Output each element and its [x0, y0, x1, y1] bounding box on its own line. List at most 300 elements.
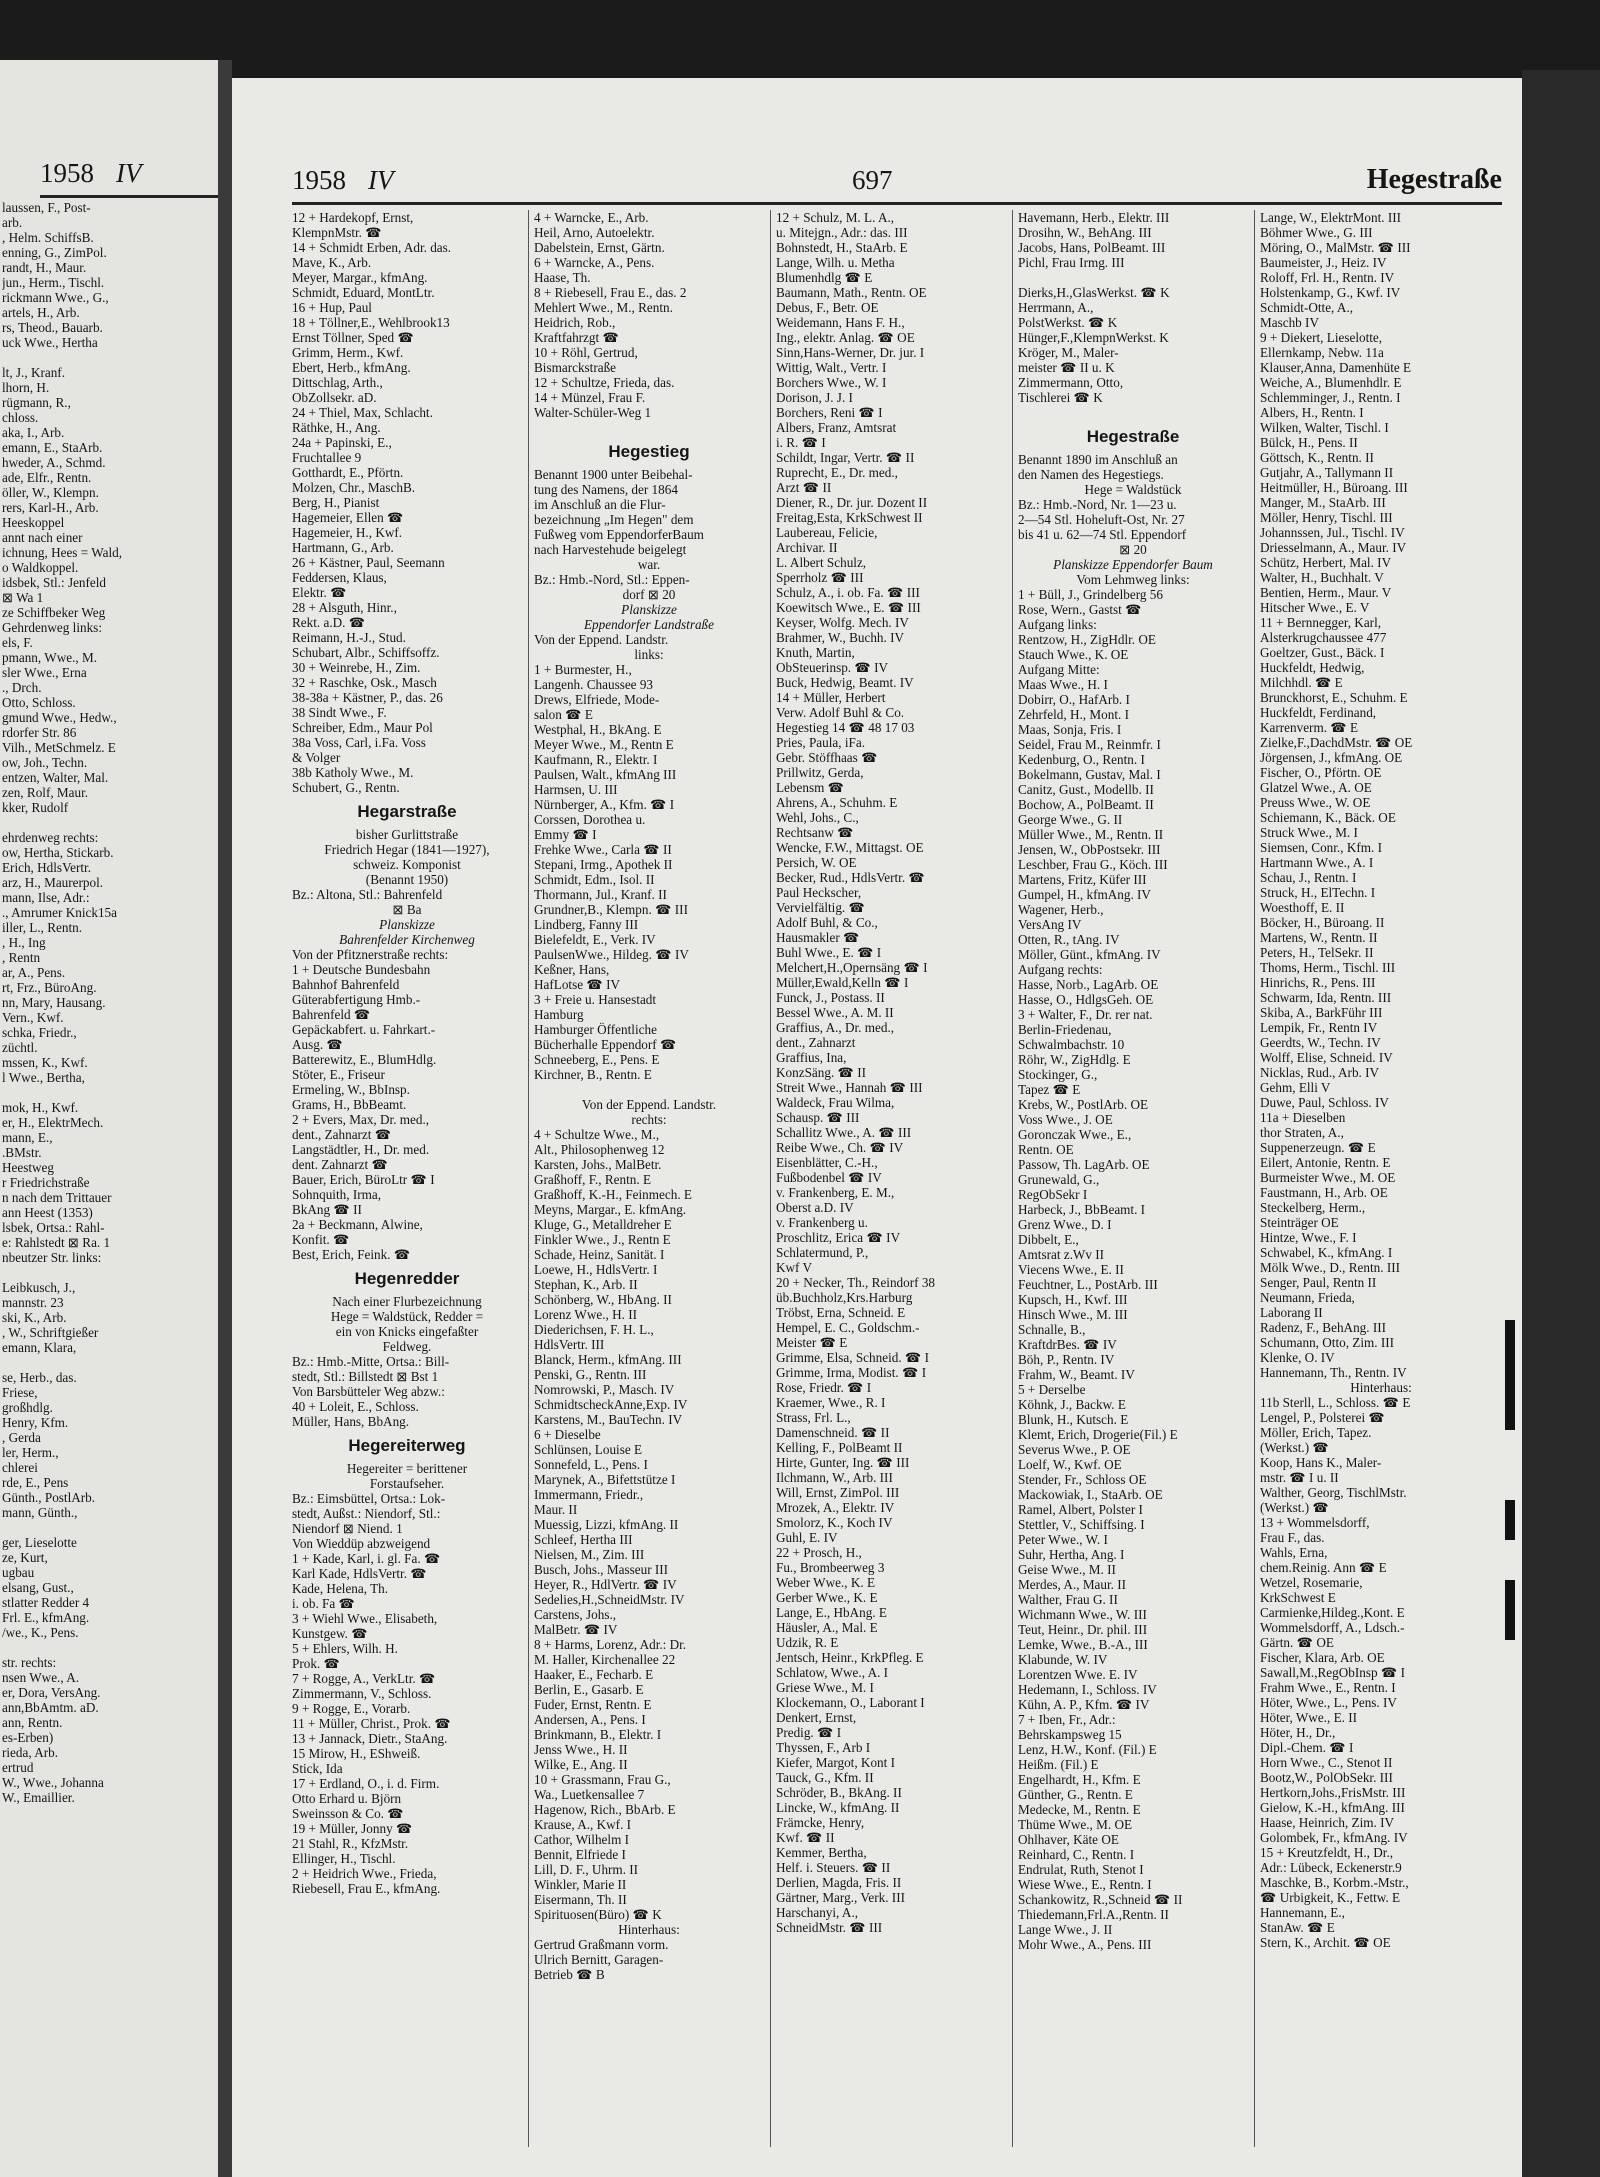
directory-entry-line: stedt, Außst.: Niendorf, Stl.:: [292, 1506, 441, 1521]
directory-entry-line: rt, Frz., BüroAng.: [2, 980, 97, 995]
directory-entry-line: Weber Wwe., K. E: [776, 1575, 876, 1590]
directory-entry-line: Drosihn, W., BehAng. III: [1018, 225, 1152, 240]
directory-entry-line: Sweinsson & Co. ☎: [292, 1806, 404, 1821]
directory-entry-line: Kaufmann, R., Elektr. I: [534, 752, 658, 767]
directory-entry-line: Schubart, Albr., Schiffsoffz.: [292, 645, 440, 660]
directory-entry-line: dent., Zahnarzt: [776, 1035, 856, 1050]
directory-entry-line: Maas Wwe., H. I: [1018, 677, 1108, 692]
directory-entry-line: Möring, O., MalMstr. ☎ III: [1260, 240, 1411, 255]
directory-entry-line: Elektr. ☎: [292, 585, 347, 600]
directory-entry-line: Rechtsanw ☎: [776, 825, 854, 840]
directory-entry-line: Fischer, O., Pförtn. OE: [1260, 765, 1382, 780]
left-page-header: [40, 158, 218, 198]
directory-entry-line: chlerei: [2, 1460, 38, 1475]
directory-entry-line: n nach dem Trittauer: [2, 1190, 112, 1205]
directory-entry-line: Schütz, Herbert, Mal. IV: [1260, 555, 1392, 570]
directory-entry-line: Günther, G., Rentn. E: [1018, 1787, 1133, 1802]
directory-entry-line: Grunewald, G.,: [1018, 1172, 1100, 1187]
directory-entry-line: Möller, Günt., kfmAng. IV: [1018, 947, 1161, 962]
directory-entry-line: Proschlitz, Erica ☎ IV: [776, 1230, 901, 1245]
directory-entry-line: Hannemann, Th., Rentn. IV: [1260, 1365, 1407, 1380]
directory-entry-line: 24 + Thiel, Max, Schlacht.: [292, 405, 433, 420]
directory-entry-line: Amtsrat z.Wv II: [1018, 1247, 1105, 1262]
directory-entry-line: Griese Wwe., M. I: [776, 1680, 874, 1695]
directory-entry-line: Leibkusch, J.,: [2, 1280, 76, 1295]
directory-entry-line: Adolf Buhl, & Co.,: [776, 915, 878, 930]
directory-entry-line: Hertkorn,Johs.,FrisMstr. III: [1260, 1785, 1406, 1800]
directory-entry-line: Schulz, A., i. ob. Fa. ☎ III: [776, 585, 920, 600]
directory-entry-line: ler, Herm.,: [2, 1445, 59, 1460]
street-note-line: ⊠ Ba: [392, 902, 422, 917]
directory-entry-line: schka, Friedr.,: [2, 1025, 77, 1040]
directory-entry-line: Gärtner, Marg., Verk. III: [776, 1890, 905, 1905]
directory-entry-line: Peters, H., TelSekr. II: [1260, 945, 1374, 960]
directory-entry-line: Bentien, Herm., Maur. V: [1260, 585, 1392, 600]
directory-entry-line: Pichl, Frau Irmg. III: [1018, 255, 1125, 270]
directory-entry-line: Müller, Hans, BbAng.: [292, 1414, 410, 1429]
directory-entry-line: ann, Rentn.: [2, 1715, 63, 1730]
street-note-line: war.: [637, 557, 661, 572]
directory-entry-line: tung des Namens, der 1864: [534, 482, 678, 497]
directory-entry-line: Karrenverm. ☎ E: [1260, 720, 1359, 735]
directory-entry-line: i. R. ☎ I: [776, 435, 826, 450]
page-edge-shadow: [1522, 70, 1600, 2177]
directory-entry-line: Möller, Henry, Tischl. III: [1260, 510, 1393, 525]
directory-entry-line: Ruprecht, E., Dr. med.,: [776, 465, 898, 480]
street-note-line: Forstaufseher.: [369, 1476, 445, 1491]
directory-entry-line: mannstr. 23: [2, 1295, 64, 1310]
book-gutter: [218, 60, 232, 2177]
directory-entry-line: Heeskoppel: [2, 515, 65, 530]
directory-entry-line: ze Schiffbeker Weg: [2, 605, 106, 620]
directory-entry-line: Siemsen, Conr., Kfm. I: [1260, 840, 1382, 855]
directory-entry-line: KraftdrBes. ☎ IV: [1018, 1337, 1117, 1352]
directory-entry-line: Knuth, Martin,: [776, 645, 855, 660]
directory-entry-line: Kühn, A. P., Kfm. ☎ IV: [1018, 1697, 1150, 1712]
directory-entry-line: Ohlhaver, Käte OE: [1018, 1832, 1119, 1847]
directory-entry-line: Mehlert Wwe., M., Rentn.: [534, 300, 673, 315]
directory-entry-line: Derlien, Magda, Fris. II: [776, 1875, 902, 1890]
directory-entry-line: 4 + Schultze Wwe., M.,: [534, 1127, 660, 1142]
directory-column-2: [534, 210, 764, 1982]
directory-entry-line: Hartmann, G., Arb.: [292, 540, 394, 555]
directory-entry-line: Främcke, Henry,: [776, 1815, 865, 1830]
directory-entry-line: Ellernkamp, Nebw. 11a: [1260, 345, 1384, 360]
directory-entry-line: Höter, Wwe., L., Pens. IV: [1260, 1695, 1397, 1710]
directory-entry-line: Graßhoff, K.-H., Feinmech. E: [534, 1187, 692, 1202]
directory-entry-line: HdlsVertr. III: [534, 1337, 605, 1352]
directory-entry-line: Meyer Wwe., M., Rentn E: [534, 737, 674, 752]
directory-entry-line: Alsterkrugchaussee 477: [1260, 630, 1387, 645]
directory-entry-line: str. rechts:: [2, 1655, 57, 1670]
directory-entry-line: 14 + Müller, Herbert: [776, 690, 886, 705]
page-header-year-volume: [292, 165, 393, 196]
directory-entry-line: Maschke, B., Korbm.-Mstr.,: [1260, 1875, 1409, 1890]
directory-entry-line: Bokelmann, Gustav, Mal. I: [1018, 767, 1161, 782]
directory-entry-line: Laubereau, Felicie,: [776, 525, 878, 540]
directory-entry-line: Udzik, R. E: [776, 1635, 839, 1650]
directory-entry-line: Ebert, Herb., kfmAng.: [292, 360, 411, 375]
directory-entry-line: VersAng IV: [1018, 917, 1082, 932]
directory-entry-line: Otto Erhard u. Björn: [292, 1791, 402, 1806]
directory-entry-line: Rentzow, H., ZigHdlr. OE: [1018, 632, 1156, 647]
directory-entry-line: Steinträger OE: [1260, 1215, 1339, 1230]
directory-entry-line: 38b Katholy Wwe., M.: [292, 765, 414, 780]
directory-entry-line: Kade, Helena, Th.: [292, 1581, 389, 1596]
directory-entry-line: enning, G., ZimPol.: [2, 245, 107, 260]
directory-entry-line: meister ☎ II u. K: [1018, 360, 1115, 375]
directory-entry-line: u. Mitejgn., Adr.: das. III: [776, 225, 908, 240]
directory-entry-line: Schlatermund, P.,: [776, 1245, 869, 1260]
directory-entry-line: , Rentn: [2, 950, 41, 965]
directory-entry-line: 8 + Harms, Lorenz, Adr.: Dr.: [534, 1637, 687, 1652]
directory-entry-line: idsbek, Stl.: Jenfeld: [2, 575, 107, 590]
directory-entry-line: Klabunde, W. IV: [1018, 1652, 1108, 1667]
directory-entry-line: Klemt, Erich, Drogerie(Fil.) E: [1018, 1427, 1178, 1442]
directory-entry-line: Feuchtner, L., PostArb. III: [1018, 1277, 1158, 1292]
directory-entry-line: annt nach einer: [2, 530, 83, 545]
column-divider: [528, 210, 529, 2147]
directory-entry-line: Roloff, Frl. H., Rentn. IV: [1260, 270, 1395, 285]
directory-entry-line: , Gerda: [2, 1430, 41, 1445]
directory-entry-line: Sonnefeld, L., Pens. I: [534, 1457, 648, 1472]
directory-entry-line: lsbek, Ortsa.: Rahl-: [2, 1220, 105, 1235]
directory-entry-line: 40 + Loleit, E., Schloss.: [292, 1399, 419, 1414]
directory-entry-line: dent., Zahnarzt ☎: [292, 1127, 392, 1142]
directory-entry-line: Schönberg, W., HbAng. II: [534, 1292, 672, 1307]
directory-entry-line: Funck, J., Postass. II: [776, 990, 885, 1005]
directory-entry-line: Stöter, E., Friseur: [292, 1067, 385, 1082]
directory-entry-line: Schreiber, Edm., Maur Pol: [292, 720, 433, 735]
directory-entry-line: Rose, Friedr. ☎ I: [776, 1380, 872, 1395]
directory-entry-line: 14 + Schmidt Erben, Adr. das.: [292, 240, 452, 255]
directory-entry-line: Damenschneid. ☎ II: [776, 1425, 890, 1440]
directory-entry-line: Karstens, M., BauTechn. IV: [534, 1412, 683, 1427]
directory-entry-line: thor Straten, A.,: [1260, 1125, 1344, 1140]
directory-entry-line: Vilh., MetSchmelz. E: [2, 740, 116, 755]
directory-entry-line: 20 + Necker, Th., Reindorf 38: [776, 1275, 936, 1290]
directory-entry-line: 22 + Prosch, H.,: [776, 1545, 862, 1560]
directory-entry-line: Milchhdl. ☎ E: [1260, 675, 1343, 690]
directory-entry-line: Huckfeldt, Ferdinand,: [1260, 705, 1377, 720]
directory-entry-line: SchmidtscheckAnne,Exp. IV: [534, 1397, 688, 1412]
directory-entry-line: MalBetr. ☎ IV: [534, 1622, 618, 1637]
directory-entry-line: Grundner,B., Klempn. ☎ III: [534, 902, 688, 917]
directory-entry-line: 1 + Burmester, H.,: [534, 662, 632, 677]
directory-entry-line: Berlin, E., Gasarb. E: [534, 1682, 644, 1697]
directory-entry-line: 9 + Rogge, E., Vorarb.: [292, 1701, 411, 1716]
directory-entry-line: Meister ☎ E: [776, 1335, 848, 1350]
directory-entry-line: lhorn, H.: [2, 380, 50, 395]
directory-entry-line: Frahm, W., Beamt. IV: [1018, 1367, 1135, 1382]
directory-entry-line: Stern, K., Archit. ☎ OE: [1260, 1935, 1391, 1950]
directory-entry-line: Muessig, Lizzi, kfmAng. II: [534, 1517, 679, 1532]
directory-entry-line: Jentsch, Heinr., KrkPfleg. E: [776, 1650, 924, 1665]
directory-entry-line: Kirchner, B., Rentn. E: [534, 1067, 652, 1082]
directory-entry-line: Penski, G., Rentn. III: [534, 1367, 647, 1382]
directory-entry-line: Bz.: Hmb.-Nord, Nr. 1—23 u.: [1018, 497, 1177, 512]
directory-entry-line: ertrud: [2, 1760, 34, 1775]
directory-entry-line: Gärtn. ☎ OE: [1260, 1635, 1334, 1650]
directory-entry-line: Tapez ☎ E: [1018, 1082, 1081, 1097]
directory-entry-line: Bz.: Hmb.-Nord, Stl.: Eppen-: [534, 572, 690, 587]
directory-entry-line: Drews, Elfriede, Mode-: [534, 692, 660, 707]
street-note-line: Hinterhaus:: [618, 1922, 680, 1937]
directory-entry-line: Tauck, G., Kfm. II: [776, 1770, 874, 1785]
directory-entry-line: Kwf V: [776, 1260, 813, 1275]
directory-entry-line: rickmann Wwe., G.,: [2, 290, 109, 305]
directory-entry-line: chloss.: [2, 410, 39, 425]
directory-entry-line: Höter, Wwe., E. II: [1260, 1710, 1357, 1725]
directory-entry-line: W., Wwe., Johanna: [2, 1775, 104, 1790]
directory-entry-line: Grams, H., BbBeamt.: [292, 1097, 407, 1112]
directory-entry-line: Fischer, Klara, Arb. OE: [1260, 1650, 1385, 1665]
directory-entry-line: Westphal, H., BkAng. E: [534, 722, 662, 737]
directory-entry-line: Schade, Heinz, Sanität. I: [534, 1247, 665, 1262]
directory-entry-line: Verw. Adolf Buhl & Co.: [776, 705, 905, 720]
directory-entry-line: Viecens Wwe., E. II: [1018, 1262, 1124, 1277]
directory-entry-line: Hausmakler ☎: [776, 930, 860, 945]
blank-line: [2, 350, 216, 365]
directory-entry-line: Wehl, Johs., C.,: [776, 810, 859, 825]
directory-entry-line: Herrmann, A.,: [1018, 300, 1094, 315]
directory-entry-line: stedt, Stl.: Billstedt ⊠ Bst 1: [292, 1369, 439, 1384]
directory-entry-line: Behrskampsweg 15: [1018, 1727, 1122, 1742]
directory-entry-line: ade, Elfr., Rentn.: [2, 470, 92, 485]
directory-entry-line: Hirte, Gunter, Ing. ☎ III: [776, 1455, 910, 1470]
directory-entry-line: Buck, Hedwig, Beamt. IV: [776, 675, 914, 690]
directory-entry-line: Sawall,M.,RegObInsp ☎ I: [1260, 1665, 1405, 1680]
left-page-volume: IV: [116, 158, 142, 188]
directory-entry-line: Dobirr, O., HafArb. I: [1018, 692, 1130, 707]
directory-entry-line: Stettler, V., Schiffsing. I: [1018, 1517, 1145, 1532]
directory-entry-line: Eilert, Antonie, Rentn. E: [1260, 1155, 1391, 1170]
directory-entry-line: Seidel, Frau M., Reinmfr. I: [1018, 737, 1161, 752]
directory-page: [232, 78, 1522, 2177]
directory-entry-line: Paulsen, Walt., kfmAng III: [534, 767, 677, 782]
directory-entry-line: Möller, Erich, Tapez.: [1260, 1425, 1372, 1440]
directory-entry-line: Lebensm ☎: [776, 780, 845, 795]
directory-entry-line: den Namen des Hegestiegs.: [1018, 467, 1164, 482]
directory-entry-line: Hinrichs, R., Pens. III: [1260, 975, 1376, 990]
directory-entry-line: Günth., PostlArb.: [2, 1490, 96, 1505]
directory-entry-line: Klauser,Anna, Damenhüte E: [1260, 360, 1412, 375]
directory-entry-line: Feddersen, Klaus,: [292, 570, 387, 585]
directory-entry-line: großhdlg.: [2, 1400, 53, 1415]
street-note-line: Hege = Waldstück, Redder =: [330, 1309, 484, 1324]
directory-entry-line: v. Frankenberg, E. M.,: [776, 1185, 895, 1200]
directory-entry-line: (Werkst.) ☎: [1260, 1440, 1329, 1455]
directory-entry-line: 11b Sterll, L., Schloss. ☎ E: [1260, 1395, 1411, 1410]
directory-entry-line: Gehrdenweg links:: [2, 620, 102, 635]
directory-entry-line: Goronczak Wwe., E.,: [1018, 1127, 1132, 1142]
street-section-heading: Hegarstraße: [357, 802, 457, 821]
directory-entry-line: Bootz,W., PolObSekr. III: [1260, 1770, 1393, 1785]
directory-entry-line: Gumpel, H., kfmAng. IV: [1018, 887, 1151, 902]
street-note-line: Hege = Waldstück: [1084, 482, 1182, 497]
directory-entry-line: W., Emaillier.: [2, 1790, 75, 1805]
directory-entry-line: Güterabfertigung Hmb.-: [292, 992, 421, 1007]
directory-entry-line: Winkler, Marie II: [534, 1877, 627, 1892]
directory-entry-line: Ermeling, W., BbInsp.: [292, 1082, 410, 1097]
directory-entry-line: Jörgensen, J., kfmAng. OE: [1260, 750, 1403, 765]
directory-entry-line: Eisenblätter, C.-H.,: [776, 1155, 878, 1170]
directory-entry-line: zen, Rolf, Maur.: [2, 785, 89, 800]
directory-entry-line: 12 + Schultze, Frieda, das.: [534, 375, 675, 390]
directory-entry-line: pmann, Wwe., M.: [2, 650, 97, 665]
directory-entry-line: Kemmer, Bertha,: [776, 1845, 867, 1860]
directory-entry-line: kker, Rudolf: [2, 800, 69, 815]
directory-entry-line: ski, K., Arb.: [2, 1310, 67, 1325]
directory-entry-line: Stephan, K., Arb. II: [534, 1277, 638, 1292]
directory-entry-line: Lenz, H.W., Konf. (Fil.) E: [1018, 1742, 1157, 1757]
directory-entry-line: Endrulat, Ruth, Stenot I: [1018, 1862, 1144, 1877]
directory-entry-line: Lindberg, Fanny III: [534, 917, 639, 932]
directory-entry-line: Meyns, Margar., E. kfmAng.: [534, 1202, 687, 1217]
directory-entry-line: 2a + Beckmann, Alwine,: [292, 1217, 423, 1232]
directory-entry-line: Duwe, Paul, Schloss. IV: [1260, 1095, 1389, 1110]
directory-entry-line: mann, Günth.,: [2, 1505, 78, 1520]
directory-entry-line: Alt., Philosophenweg 12: [534, 1142, 665, 1157]
directory-entry-line: Cathor, Wilhelm I: [534, 1832, 630, 1847]
directory-entry-line: Bahnhof Bahrenfeld: [292, 977, 400, 992]
directory-entry-line: 15 + Kreutzfeldt, H., Dr.,: [1260, 1845, 1394, 1860]
directory-entry-line: 9 + Diekert, Lieselotte,: [1260, 330, 1383, 345]
left-page-column: [2, 200, 216, 1805]
directory-entry-line: Bz.: Eimsbüttel, Ortsa.: Lok-: [292, 1491, 446, 1506]
directory-entry-line: 12 + Schulz, M. L. A.,: [776, 210, 895, 225]
street-note-line: Hinterhaus:: [1350, 1380, 1412, 1395]
directory-entry-line: Rentn. OE: [1018, 1142, 1074, 1157]
directory-entry-line: entzen, Walter, Mal.: [2, 770, 109, 785]
directory-entry-line: 2—54 Stl. Hoheluft-Ost, Nr. 27: [1018, 512, 1185, 527]
blank-line: [2, 815, 216, 830]
directory-entry-line: Betrieb ☎ B: [534, 1967, 605, 1982]
directory-entry-line: Eisermann, Th. II: [534, 1892, 627, 1907]
directory-entry-line: l Wwe., Bertha,: [2, 1070, 85, 1085]
directory-entry-line: Schlatow, Wwe., A. I: [776, 1665, 889, 1680]
directory-entry-line: Hempel, E. C., Goldschm.-: [776, 1320, 920, 1335]
directory-entry-line: /we., K., Pens.: [2, 1625, 79, 1640]
directory-entry-line: 3 + Wiehl Wwe., Elisabeth,: [292, 1611, 438, 1626]
directory-entry-line: Kunstgew. ☎: [292, 1626, 368, 1641]
directory-entry-line: Schmidt, Edm., Isol. II: [534, 872, 655, 887]
directory-entry-line: Helf. i. Steuers. ☎ II: [776, 1860, 891, 1875]
directory-entry-line: 1 + Deutsche Bundesbahn: [292, 962, 431, 977]
directory-entry-line: Albers, H., Rentn. I: [1260, 405, 1364, 420]
directory-entry-line: George Wwe., G. II: [1018, 812, 1123, 827]
directory-entry-line: nach Harvestehude beigelegt: [534, 542, 687, 557]
directory-entry-line: 11 + Bernnegger, Karl,: [1260, 615, 1382, 630]
street-note-line: dorf ⊠ 20: [622, 587, 676, 602]
directory-entry-line: Langstädtler, H., Dr. med.: [292, 1142, 430, 1157]
directory-entry-line: L. Albert Schulz,: [776, 555, 867, 570]
directory-entry-line: Rose, Wern., Gastst ☎: [1018, 602, 1142, 617]
directory-entry-line: Archivar. II: [776, 540, 838, 555]
directory-entry-line: Schubert, G., Rentn.: [292, 780, 400, 795]
directory-entry-line: bis 41 u. 62—74 Stl. Eppendorf: [1018, 527, 1187, 542]
directory-entry-line: Bülck, H., Pens. II: [1260, 435, 1358, 450]
directory-entry-line: Struck Wwe., M. I: [1260, 825, 1358, 840]
directory-entry-line: Vern., Kwf.: [2, 1010, 64, 1025]
directory-entry-line: mann, E.,: [2, 1130, 53, 1145]
directory-entry-line: 10 + Röhl, Gertrud,: [534, 345, 638, 360]
directory-entry-line: Haaker, E., Fecharb. E: [534, 1667, 654, 1682]
directory-entry-line: Kröger, M., Maler-: [1018, 345, 1119, 360]
directory-entry-line: Senger, Paul, Rentn II: [1260, 1275, 1377, 1290]
directory-entry-line: RegObSekr I: [1018, 1187, 1088, 1202]
directory-entry-line: Holstenkamp, G., Kwf. IV: [1260, 285, 1401, 300]
directory-entry-line: er, Dora, VersAng.: [2, 1685, 101, 1700]
directory-entry-line: Lempik, Fr., Rentn IV: [1260, 1020, 1378, 1035]
column-divider: [1012, 210, 1013, 2147]
directory-entry-line: Glatzel Wwe., A. OE: [1260, 780, 1372, 795]
directory-entry-line: Walther, Frau G. II: [1018, 1592, 1118, 1607]
directory-entry-line: Finkler Wwe., J., Rentn E: [534, 1232, 671, 1247]
directory-entry-line: 21 Stahl, R., KfzMstr.: [292, 1836, 409, 1851]
directory-entry-line: aka, I., Arb.: [2, 425, 65, 440]
directory-entry-line: ger, Lieselotte: [2, 1535, 77, 1550]
directory-entry-line: Hagenow, Rich., BbArb. E: [534, 1802, 676, 1817]
directory-entry-line: Vervielfältig. ☎: [776, 900, 865, 915]
directory-entry-line: Maschb IV: [1260, 315, 1319, 330]
directory-entry-line: Schallitz Wwe., A. ☎ III: [776, 1125, 912, 1140]
directory-entry-line: Paul Heckscher,: [776, 885, 862, 900]
directory-entry-line: els, F.: [2, 635, 33, 650]
directory-entry-line: Bahrenfeld ☎: [292, 1007, 371, 1022]
directory-entry-line: 18 + Töllner,E., Wehlbrook13: [292, 315, 450, 330]
directory-entry-line: Stauch Wwe., K. OE: [1018, 647, 1129, 662]
street-note-line: Hegereiter = berittener: [346, 1461, 468, 1476]
directory-entry-line: Carstens, Johs.,: [534, 1607, 617, 1622]
directory-entry-line: im Anschluß an die Flur-: [534, 497, 666, 512]
directory-entry-line: Debus, F., Betr. OE: [776, 300, 879, 315]
directory-entry-line: Reimann, H.-J., Stud.: [292, 630, 406, 645]
street-note-line: Nach einer Flurbezeichnung: [332, 1294, 482, 1309]
blank-line: [2, 1355, 216, 1370]
directory-entry-line: Schneeberg, E., Pens. E: [534, 1052, 660, 1067]
directory-entry-line: KonzSäng. ☎ II: [776, 1065, 867, 1080]
directory-entry-line: Loewe, H., HdlsVertr. I: [534, 1262, 658, 1277]
directory-entry-line: Henry, Kfm.: [2, 1415, 69, 1430]
directory-entry-line: Karsten, Johs., MalBetr.: [534, 1157, 662, 1172]
directory-entry-line: Jacobs, Hans, PolBeamt. III: [1018, 240, 1166, 255]
directory-entry-line: Hagemeier, H., Kwf.: [292, 525, 403, 540]
directory-entry-line: Schleef, Hertha III: [534, 1532, 633, 1547]
street-note-line: Friedrich Hegar (1841—1927),: [324, 842, 490, 857]
directory-entry-line: ow, Hertha, Stickarb.: [2, 845, 114, 860]
directory-entry-line: Busch, Johs., Masseur III: [534, 1562, 669, 1577]
directory-entry-line: o Waldkoppel.: [2, 560, 79, 575]
directory-entry-line: Radenz, F., BehAng. III: [1260, 1320, 1387, 1335]
street-note-line: ⊠ 20: [1119, 542, 1147, 557]
directory-entry-line: Otten, R., tAng. IV: [1018, 932, 1120, 947]
directory-entry-line: Emmy ☎ I: [534, 827, 597, 842]
directory-entry-line: Loelf, W., Kwf. OE: [1018, 1457, 1122, 1472]
directory-entry-line: uck Wwe., Hertha: [2, 335, 98, 350]
blank-line: [1018, 270, 1248, 285]
directory-entry-line: Preuss Wwe., W. OE: [1260, 795, 1371, 810]
directory-entry-line: Erich, HdlsVertr.: [2, 860, 91, 875]
directory-entry-line: Spirituosen(Büro) ☎ K: [534, 1907, 662, 1922]
directory-entry-line: Fu., Brombeerweg 3: [776, 1560, 885, 1575]
directory-entry-line: 16 + Hup, Paul: [292, 300, 372, 315]
directory-entry-line: Becker, Rud., HdlsVertr. ☎: [776, 870, 925, 885]
directory-entry-line: Freitag,Esta, KrkSchwest II: [776, 510, 923, 525]
directory-entry-line: Lengel, P., Polsterei ☎: [1260, 1410, 1385, 1425]
thumb-index-tab: [1505, 1500, 1515, 1540]
directory-entry-line: Faustmann, H., Arb. OE: [1260, 1185, 1388, 1200]
